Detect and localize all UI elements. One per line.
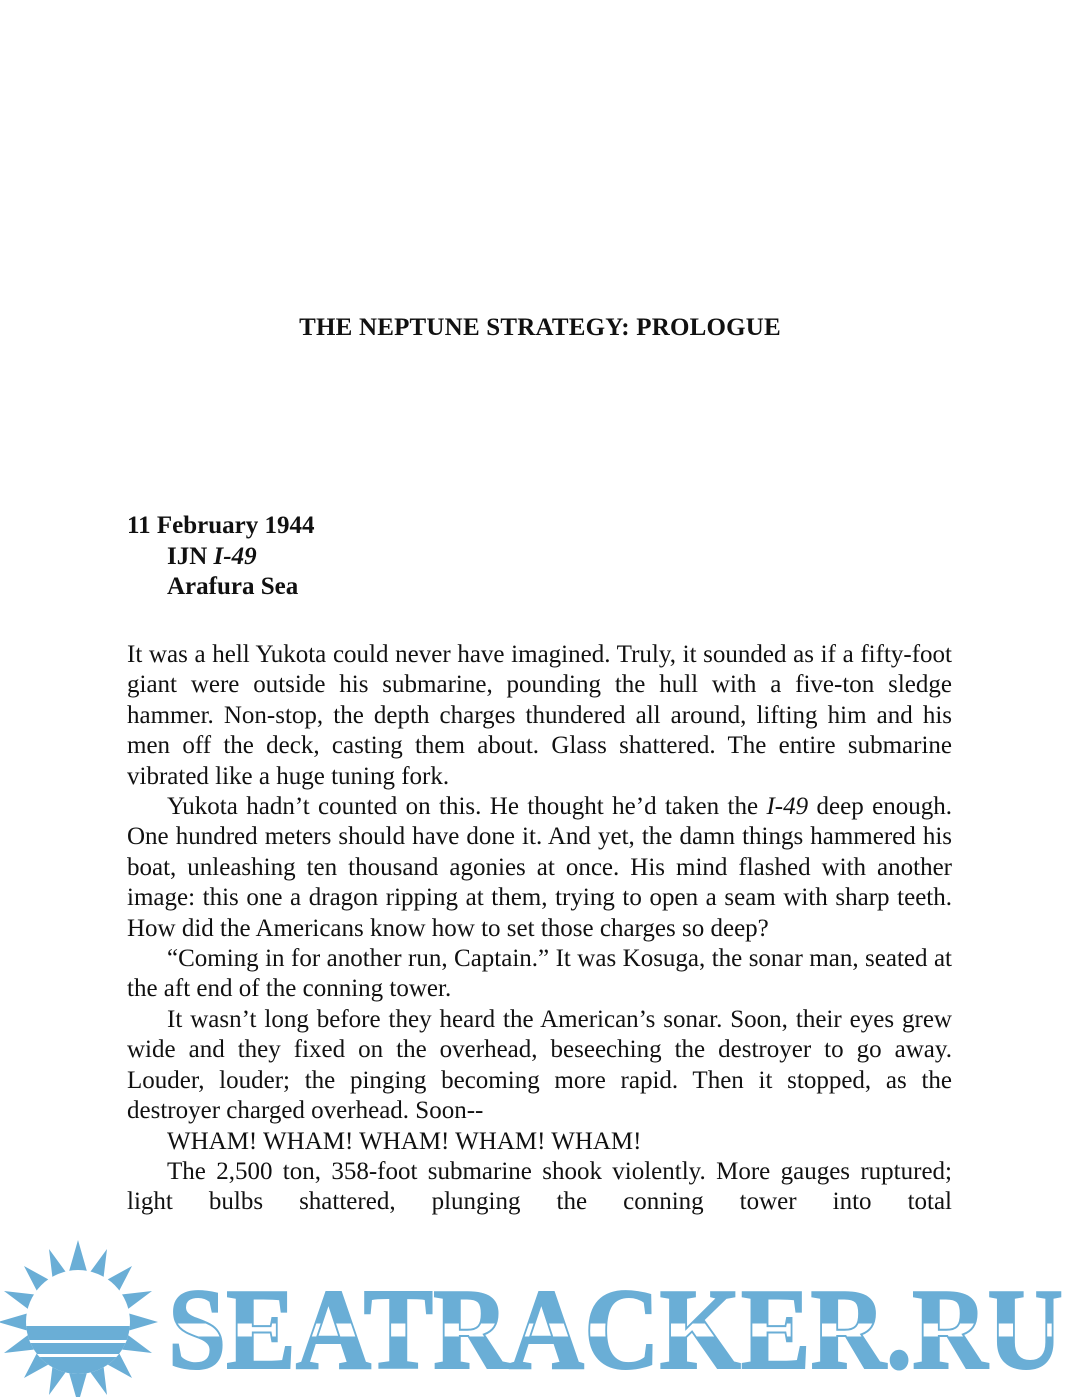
paragraph: It was a hell Yukota could never have imagined. Truly, it sounded as if a fifty-foot giant were outside his submarine, pounding the hull with a five-ton sledge hammer. Non-stop, the depth charges thundered all around, lifting him and his men off the deck, casting them about. Glass shattered. The entire submarine vibrated like a huge tuning fork. [127,641,952,790]
vessel-name: I-49 [213,542,257,570]
page-title: THE NEPTUNE STRATEGY: PROLOGUE [299,314,781,341]
dateline-date: 11 February 1944 [127,512,315,539]
paragraph-text: deep enough. One hundred meters should have done it. And yet, the damn things hammered his boat, unleashing ten thousand agonies at once. His mind flashed with another image: this one a dragon ripping at them, trying to open a seam with sharp teeth. How did the Americans know how to set those charges so deep? [127,793,952,942]
prologue-body [127,640,952,1218]
watermark [0,1240,1080,1397]
paragraph: The 2,500 ton, 358-foot submarine shook violently. More gauges ruptured; light bulbs shattered, plunging the conning tower into total [127,1157,952,1216]
sun-logo-icon [0,1240,158,1397]
dateline-vessel [127,542,315,573]
paragraph-italic: I-49 [766,793,809,821]
paragraph: “Coming in for another run, Captain.” It was Kosuga, the sonar man, seated at the aft end of the conning tower. [127,945,952,1003]
vessel-prefix: IJN [167,542,214,570]
paragraph-text: Yukota hadn’t counted on this. He thought he’d taken the [167,793,767,821]
paragraph: It wasn’t long before they heard the American’s sonar. Soon, their eyes grew wide and they fixed on the overhead, beseeching the destroyer to go away. Louder, louder; the pinging becoming more rapid. Then it stopped, as the destroyer charged overhead. Soon-- [127,1005,952,1125]
paragraph [127,792,952,944]
watermark-text: SEATRACKER.RU [168,1266,1063,1394]
dateline-block [127,511,315,603]
paragraph: WHAM! WHAM! WHAM! WHAM! WHAM! [167,1127,642,1155]
dateline-location: Arafura Sea [167,573,299,600]
